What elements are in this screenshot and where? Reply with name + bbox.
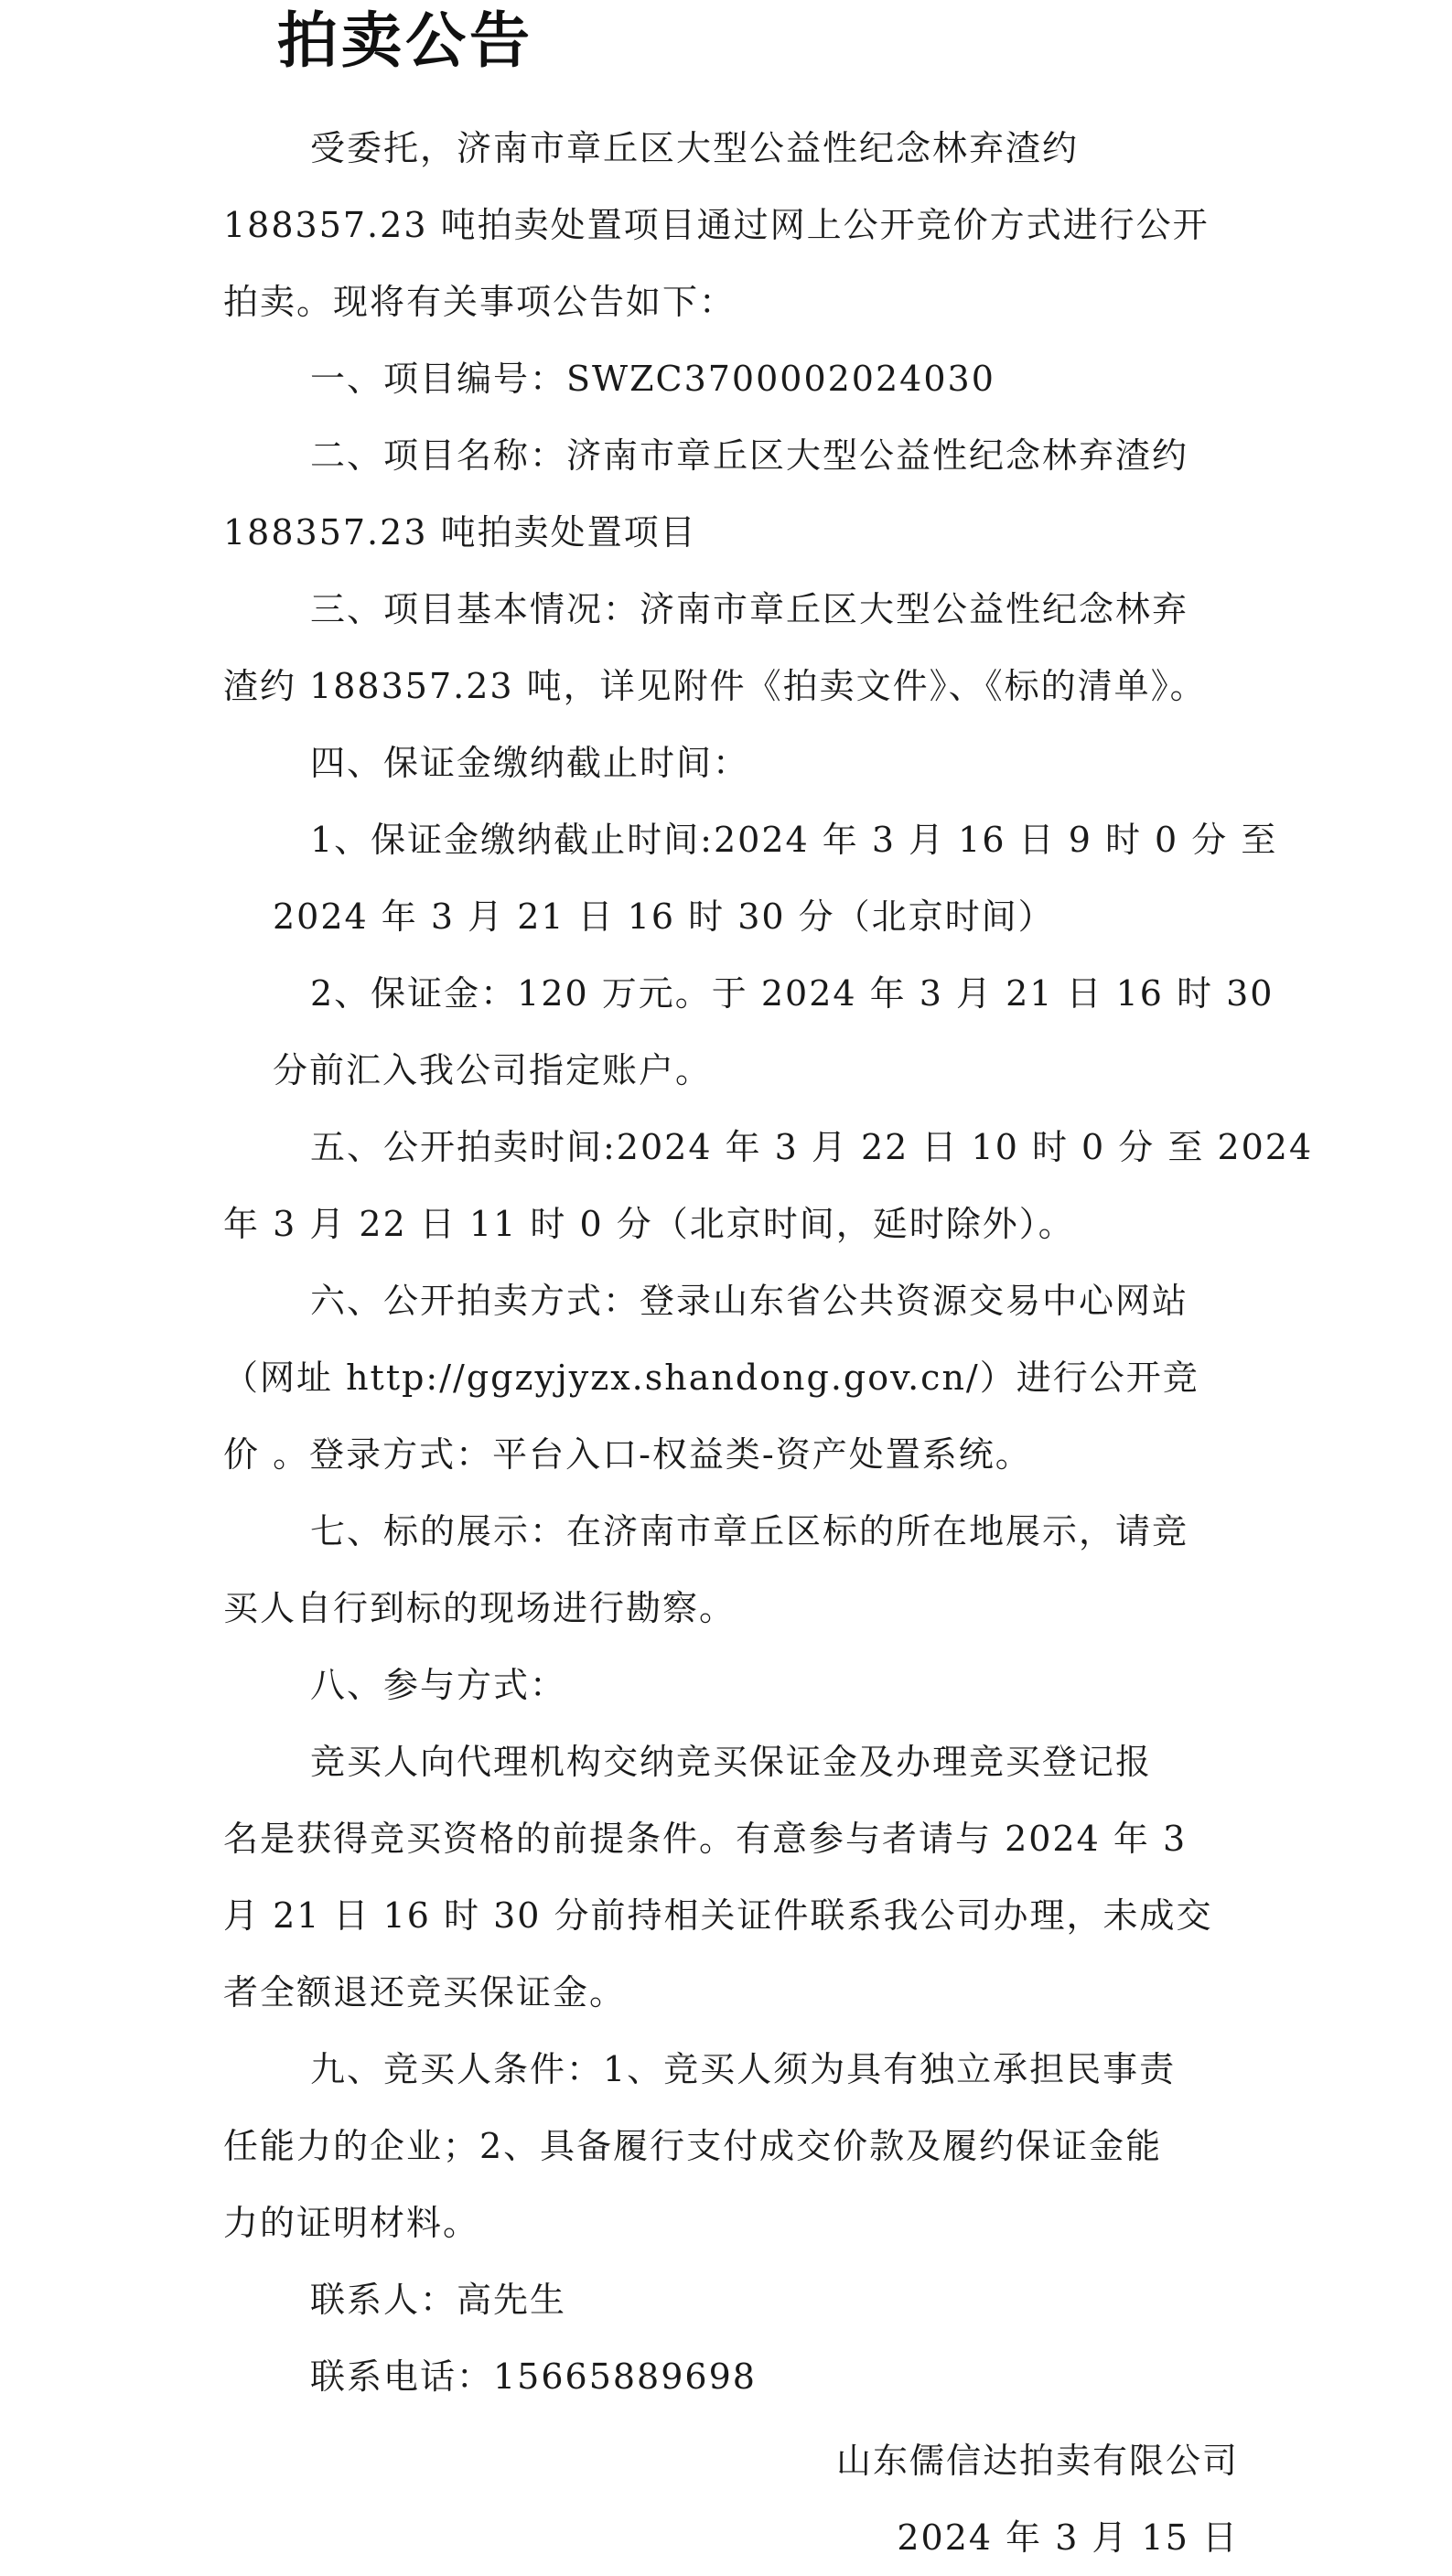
paragraph-line: 分前汇入我公司指定账户。: [273, 1050, 713, 1090]
paragraph-line: 月 21 日 16 时 30 分前持相关证件联系我公司办理，未成交: [223, 1895, 1213, 1936]
auction-time: 五、公开拍卖时间:2024 年 3 月 22 日 10 时 0 分 至 2024: [310, 1127, 1314, 1167]
page-title: 拍卖公告: [277, 5, 533, 76]
announcement-body: [223, 110, 1314, 2415]
paragraph-line: 价 。登录方式：平台入口-权益类-资产处置系统。: [223, 1434, 1032, 1475]
deposit-deadline: 1、保证金缴纳截止时间:2024 年 3 月 16 日 9 时 0 分 至: [310, 820, 1278, 860]
deposit-amount: 2、保证金：120 万元。于 2024 年 3 月 21 日 16 时 30: [310, 973, 1275, 1014]
paragraph-line: 任能力的企业；2、具备履行支付成交价款及履约保证金能: [223, 2126, 1163, 2166]
signature-block: [415, 2422, 1239, 2576]
paragraph-line: 188357.23 吨拍卖处置项目: [223, 512, 697, 553]
paragraph-line: （网址 http://ggzyjyzx.shandong.gov.cn/）进行公开竞: [223, 1358, 1199, 1398]
paragraph-line: 力的证明材料。: [223, 2203, 480, 2243]
company-name: 山东儒信达拍卖有限公司: [835, 2441, 1239, 2481]
paragraph-line: 188357.23 吨拍卖处置项目通过网上公开竞价方式进行公开: [223, 205, 1210, 245]
paragraph-line: 者全额退还竞买保证金。: [223, 1972, 627, 2012]
paragraph-line: 买人自行到标的现场进行勘察。: [223, 1588, 737, 1628]
project-number: 一、项目编号：SWZC3700002024030: [310, 359, 995, 399]
paragraph-line: 名是获得竞买资格的前提条件。有意参与者请与 2024 年 3: [223, 1819, 1188, 1859]
paragraph-line: 拍卖。现将有关事项公告如下：: [223, 282, 737, 322]
paragraph-line: 渣约 188357.23 吨，详见附件《拍卖文件》、《标的清单》。: [223, 666, 1207, 706]
deposit-deadline-heading: 四、保证金缴纳截止时间：: [310, 743, 750, 783]
participation-heading: 八、参与方式：: [310, 1665, 567, 1705]
project-basic-info: 三、项目基本情况：济南市章丘区大型公益性纪念林弃: [310, 589, 1189, 629]
paragraph-line: 受委托，济南市章丘区大型公益性纪念林弃渣约: [310, 128, 1080, 168]
announcement-date: 2024 年 3 月 15 日: [897, 2517, 1239, 2558]
item-display: 七、标的展示：在济南市章丘区标的所在地展示，请竞: [310, 1511, 1189, 1551]
project-name: 二、项目名称：济南市章丘区大型公益性纪念林弃渣约: [310, 435, 1189, 476]
auction-method: 六、公开拍卖方式：登录山东省公共资源交易中心网站: [310, 1281, 1189, 1321]
contact-phone: 联系电话：15665889698: [310, 2356, 757, 2397]
participation-method: 竞买人向代理机构交纳竞买保证金及办理竞买登记报: [310, 1742, 1153, 1782]
paragraph-line: 2024 年 3 月 21 日 16 时 30 分（北京时间）: [273, 896, 1055, 937]
contact-person: 联系人：高先生: [310, 2280, 567, 2320]
bidder-conditions: 九、竞买人条件：1、竞买人须为具有独立承担民事责: [310, 2049, 1177, 2089]
paragraph-line: 年 3 月 22 日 11 时 0 分（北京时间，延时除外）。: [223, 1204, 1075, 1244]
